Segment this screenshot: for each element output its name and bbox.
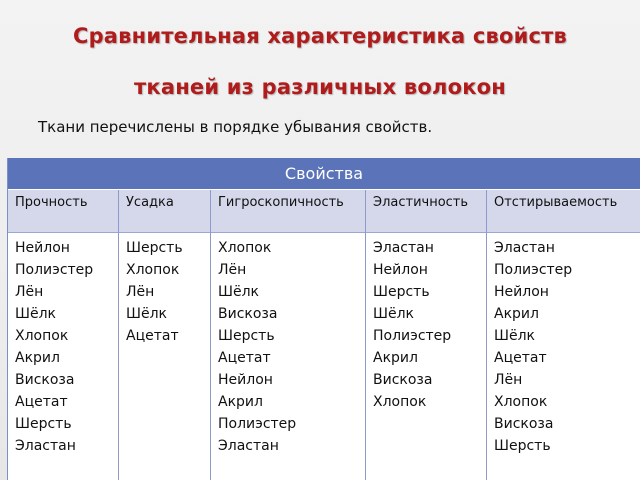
list-item: Ацетат (218, 350, 271, 366)
list-item: Шёлк (15, 306, 56, 322)
list-item: Хлопок (126, 262, 180, 278)
column-divider (118, 190, 119, 480)
column-divider (486, 190, 487, 480)
list-item: Шёлк (494, 328, 535, 344)
slide-title-line-1: Сравнительная характеристика свойств (72, 24, 568, 48)
list-item: Хлопок (218, 240, 272, 256)
list-item: Акрил (373, 350, 418, 366)
list-item: Вискоза (373, 372, 433, 388)
list-item: Шёлк (373, 306, 414, 322)
list-item: Лён (218, 262, 247, 278)
list-item: Хлопок (494, 394, 548, 410)
list-item: Эластан (15, 438, 76, 454)
column-hygroscopicity (211, 233, 365, 480)
list-item: Хлопок (373, 394, 427, 410)
list-item: Ацетат (494, 350, 547, 366)
column-header-elasticity: Эластичность (373, 195, 469, 210)
column-shrinkage (119, 233, 210, 480)
column-header-strength: Прочность (15, 195, 88, 210)
list-item: Лён (494, 372, 523, 388)
column-divider (210, 190, 211, 480)
slide-subtitle: Ткани перечислены в порядке убывания свойств. (38, 118, 433, 136)
list-item: Шерсть (126, 240, 183, 256)
column-header-shrinkage: Усадка (126, 195, 174, 210)
list-item: Полиэстер (373, 328, 452, 344)
list-item: Шерсть (15, 416, 72, 432)
list-item: Вискоза (494, 416, 554, 432)
list-item: Ацетат (126, 328, 179, 344)
list-item: Акрил (15, 350, 60, 366)
table-group-header: Свойства (8, 158, 640, 190)
column-elasticity (366, 233, 486, 480)
list-item: Шерсть (494, 438, 551, 454)
list-item: Шёлк (218, 284, 259, 300)
list-item: Шёлк (126, 306, 167, 322)
list-item: Полиэстер (494, 262, 573, 278)
list-item: Эластан (373, 240, 434, 256)
list-item: Нейлон (494, 284, 549, 300)
list-item: Эластан (494, 240, 555, 256)
column-header-hygroscopicity: Гигроскопичность (218, 195, 344, 210)
list-item: Ацетат (15, 394, 68, 410)
list-item: Акрил (494, 306, 539, 322)
list-item: Нейлон (15, 240, 70, 256)
list-item: Хлопок (15, 328, 69, 344)
list-item: Лён (15, 284, 44, 300)
list-item: Полиэстер (218, 416, 297, 432)
list-item: Шерсть (218, 328, 275, 344)
column-strength (8, 233, 118, 480)
column-divider (365, 190, 366, 480)
properties-table (7, 158, 640, 480)
list-item: Вискоза (15, 372, 75, 388)
list-item: Эластан (218, 438, 279, 454)
list-item: Вискоза (218, 306, 278, 322)
list-item: Шерсть (373, 284, 430, 300)
list-item: Полиэстер (15, 262, 94, 278)
list-item: Нейлон (373, 262, 428, 278)
slide-title-line-2: тканей из различных волокон (134, 75, 506, 99)
list-item: Нейлон (218, 372, 273, 388)
list-item: Акрил (218, 394, 263, 410)
list-item: Лён (126, 284, 155, 300)
column-header-washability: Отстирываемость (494, 195, 618, 210)
column-washability (487, 233, 640, 480)
